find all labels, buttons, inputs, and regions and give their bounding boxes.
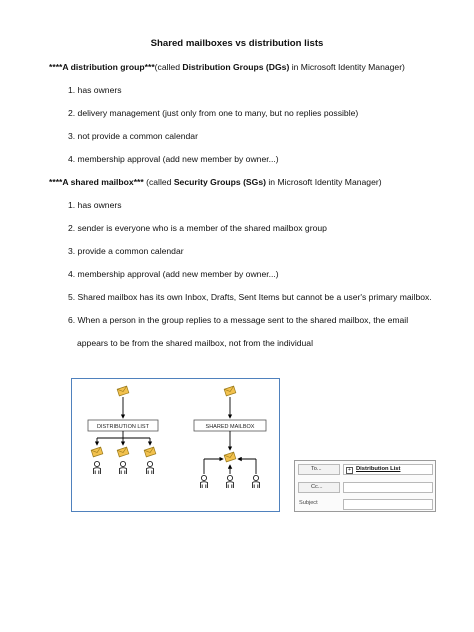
sg-item: 4. membership approval (add new member by owner...): [68, 269, 279, 279]
dg-item: 1. has owners: [68, 85, 122, 95]
sg-heading-suffix: in Microsoft Identity Manager): [266, 177, 382, 187]
envelope-icon: [224, 386, 236, 396]
to-field-value: Distribution List: [356, 466, 401, 472]
envelope-icon: [91, 447, 103, 457]
envelope-icon: [117, 386, 129, 396]
dg-item: 2. delivery management (just only from one to many, but no replies possible): [68, 108, 359, 118]
dg-heading-mid: (called: [154, 62, 183, 72]
person-icon: [94, 461, 101, 474]
dg-heading-bold: Distribution Groups (DGs): [182, 62, 290, 72]
person-icon: [253, 475, 260, 488]
sg-heading: [49, 177, 382, 188]
to-field[interactable]: [343, 464, 433, 475]
person-icon: [147, 461, 154, 474]
distribution-list-label: DISTRIBUTION LIST: [97, 424, 149, 430]
dg-heading-prefix: ****A distribution group***: [49, 62, 155, 72]
to-button[interactable]: To...: [298, 464, 340, 475]
sg-heading-prefix: ****A shared mailbox***: [49, 177, 144, 187]
cc-button[interactable]: Cc...: [298, 482, 340, 493]
sg-item: 5. Shared mailbox has its own Inbox, Drafts, Sent Items but cannot be a user's primary mailbox.: [68, 292, 432, 302]
person-icon: [120, 461, 127, 474]
dg-item: 4. membership approval (add new member by owner...): [68, 154, 279, 164]
envelope-icon: [144, 447, 156, 457]
dg-heading-suffix: in Microsoft Identity Manager): [289, 62, 405, 72]
sg-item: 6. When a person in the group replies to a message sent to the shared mailbox, the email: [68, 315, 409, 325]
subject-label: Subject: [299, 500, 318, 506]
person-icon: [227, 475, 234, 488]
sg-heading-mid: (called: [143, 177, 174, 187]
sg-item-continuation: appears to be from the shared mailbox, not from the individual: [77, 338, 313, 348]
shared-mailbox-label: SHARED MAILBOX: [205, 424, 255, 430]
person-icon: [201, 475, 208, 488]
sg-item: 1. has owners: [68, 200, 122, 210]
cc-field[interactable]: [343, 482, 433, 493]
envelope-icon: [224, 452, 236, 462]
expand-icon[interactable]: +: [346, 467, 353, 474]
envelope-icon: [117, 447, 129, 457]
page-title: Shared mailboxes vs distribution lists: [150, 38, 324, 49]
subject-field[interactable]: [343, 499, 433, 510]
sg-item: 3. provide a common calendar: [68, 246, 184, 256]
email-compose-panel: [294, 460, 436, 512]
dg-heading: [49, 62, 405, 73]
sg-heading-bold: Security Groups (SGs): [173, 177, 266, 187]
mailbox-diagram: [71, 378, 280, 512]
dg-item: 3. not provide a common calendar: [68, 131, 198, 141]
sg-item: 2. sender is everyone who is a member of the shared mailbox group: [68, 223, 327, 233]
